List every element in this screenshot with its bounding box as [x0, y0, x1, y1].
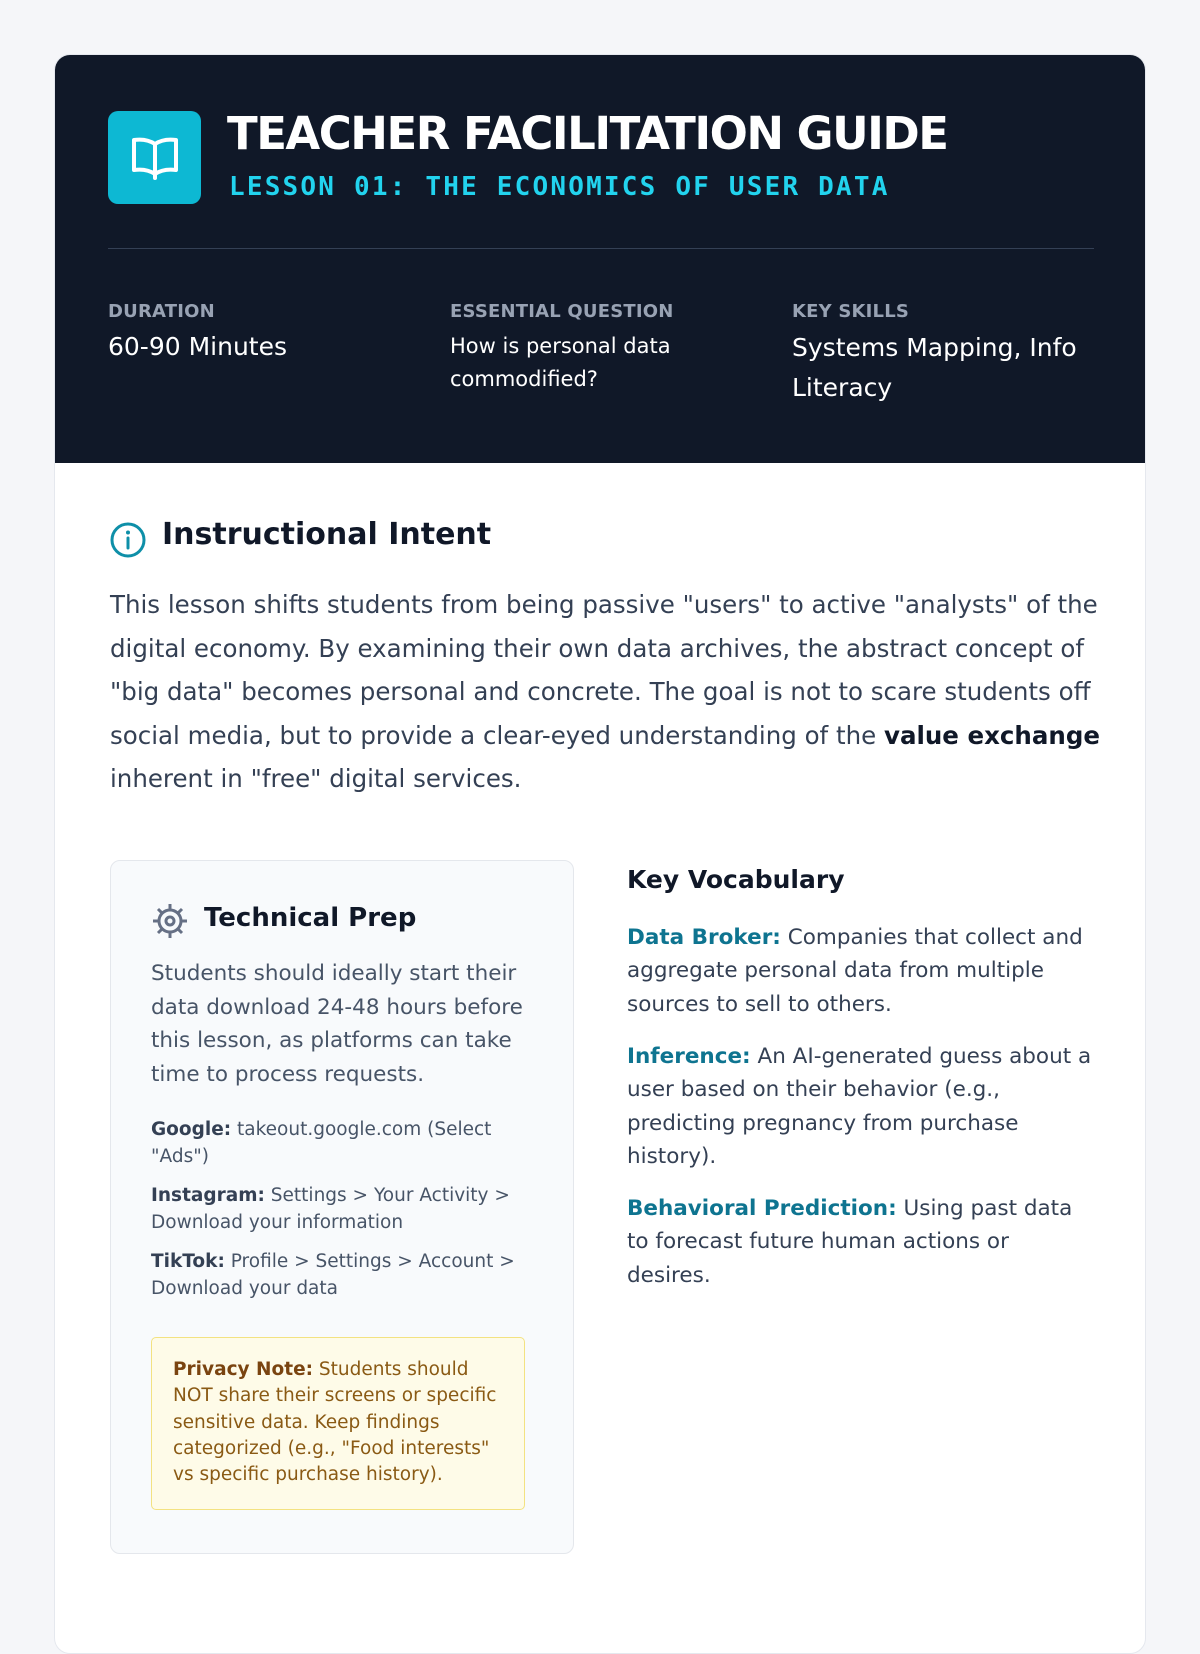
section-title-intent: Instructional Intent — [162, 517, 492, 552]
meta-duration — [108, 301, 408, 361]
meta-label: ESSENTIAL QUESTION — [450, 301, 674, 322]
download-path-tiktok: TikTok: Profile > Settings > Account > Download your data — [151, 1251, 515, 1299]
guide-header — [55, 55, 1146, 463]
logo-badge — [108, 111, 201, 204]
meta-essential-question — [450, 301, 750, 396]
meta-value: How is personal data commodified? — [450, 334, 671, 391]
technical-prep-panel — [110, 860, 574, 1554]
meta-value: 60-90 Minutes — [108, 332, 288, 361]
meta-value: Systems Mapping, Info Literacy — [792, 333, 1077, 402]
download-path-google: Google: takeout.google.com (Select "Ads") — [151, 1119, 492, 1167]
meta-key-skills — [792, 301, 1112, 408]
prep-description: Students should ideally start their data download 24-48 hours before this lesson, as platforms can take time to process requests. — [151, 961, 523, 1087]
prep-title: Technical Prep — [204, 903, 417, 933]
meta-label: KEY SKILLS — [792, 301, 910, 322]
lesson-subtitle: LESSON 01: THE ECONOMICS OF USER DATA — [229, 172, 890, 202]
page-title: TEACHER FACILITATION GUIDE — [227, 107, 948, 160]
header-divider — [108, 248, 1094, 249]
meta-label: DURATION — [108, 301, 215, 322]
intent-emphasis: value exchange — [883, 720, 1100, 750]
guide-card — [54, 54, 1146, 1654]
open-book-icon — [129, 134, 181, 182]
download-path-instagram: Instagram: Settings > Your Activity > Download your information — [151, 1185, 510, 1233]
info-icon — [108, 520, 148, 560]
vocab-item-data-broker: Data Broker: Companies that collect and aggregate personal data from multiple sources to sell to others. — [627, 925, 1083, 1017]
intent-paragraph: This lesson shifts students from being passive "users" to active "analysts" of the digital economy. By examining their own data archives, the abstract concept of "big data" becomes personal and concrete. The goal is not to scare students off social media, but to provide a clear-eyed understanding of the value exchange inherent in "free" digital services. — [110, 590, 1100, 793]
gear-icon — [151, 902, 189, 940]
privacy-note: Privacy Note: Students should NOT share their screens or specific sensitive data. Keep findings categorized (e.g., "Food interests" vs specific purchase history). — [151, 1337, 525, 1510]
vocabulary-title: Key Vocabulary — [627, 865, 845, 894]
vocab-item-behavioral-prediction: Behavioral Prediction: Using past data to forecast future human actions or desires. — [627, 1196, 1073, 1288]
privacy-note-label: Privacy Note: — [173, 1359, 314, 1380]
vocab-item-inference: Inference: An AI-generated guess about a user based on their behavior (e.g., predicting pregnancy from purchase history). — [627, 1044, 1092, 1169]
